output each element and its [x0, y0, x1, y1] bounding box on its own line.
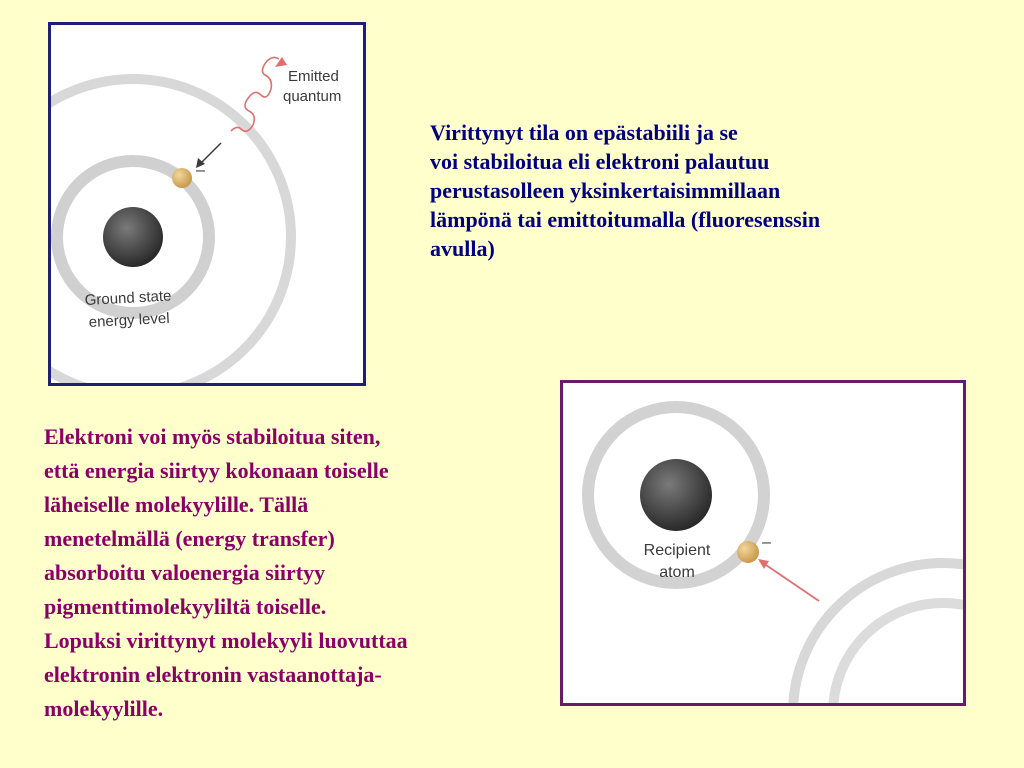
recipient-label: Recipient [643, 542, 711, 559]
paragraph-bottom-line: menetelmällä (energy transfer) [44, 526, 335, 551]
paragraph-bottom-line: elektronin elektronin vastaanottaja- [44, 662, 382, 687]
paragraph-bottom-line: molekyylille. [44, 696, 164, 721]
paragraph-top-line: perustasolleen yksinkertaisimmillaan [430, 178, 781, 203]
recipient-nucleus [640, 459, 712, 531]
transfer-arrow [763, 563, 819, 601]
paragraph-top-line: Virittynyt tila on epästabiili ja se [430, 120, 738, 145]
paragraph-top [430, 118, 970, 263]
donor-inner-orbit [833, 603, 963, 703]
paragraph-bottom-line: Elektroni voi myös stabiloitua siten, [44, 424, 381, 449]
donor-outer-orbit [793, 563, 963, 703]
paragraph-top-line: voi stabiloitua eli elektroni palautuu [430, 149, 770, 174]
emission-diagram [51, 25, 363, 383]
paragraph-bottom-line: pigmenttimolekyyliltä toiselle. [44, 594, 327, 619]
recipient-electron [737, 541, 759, 563]
paragraph-bottom-line: absorboitu valoenergia siirtyy [44, 560, 326, 585]
paragraph-bottom-line: Lopuksi virittynyt molekyyli luovuttaa [44, 628, 408, 653]
ground-state-label: Ground state [84, 287, 172, 309]
quantum-label: quantum [283, 88, 342, 105]
paragraph-top-line: avulla) [430, 236, 495, 261]
energy-transfer-diagram [563, 383, 963, 703]
atom-label: atom [659, 564, 695, 581]
outer-orbit [51, 79, 291, 383]
energy-level-label: energy level [88, 309, 170, 331]
electron [172, 168, 192, 188]
emission-figure [48, 22, 366, 386]
nucleus [103, 207, 163, 267]
recipient-electron-charge: – [762, 534, 771, 551]
paragraph-top-line: lämpönä tai emittoitumalla (fluoresenssin [430, 207, 821, 232]
paragraph-bottom-line: läheiselle molekyylille. Tällä [44, 492, 309, 517]
electron-charge: – [196, 162, 205, 179]
energy-transfer-figure [560, 380, 966, 706]
transfer-arrowhead [758, 559, 769, 569]
emitted-label: Emitted [288, 68, 339, 85]
paragraph-bottom-line: että energia siirtyy kokonaan toiselle [44, 458, 389, 483]
paragraph-bottom [44, 420, 544, 726]
